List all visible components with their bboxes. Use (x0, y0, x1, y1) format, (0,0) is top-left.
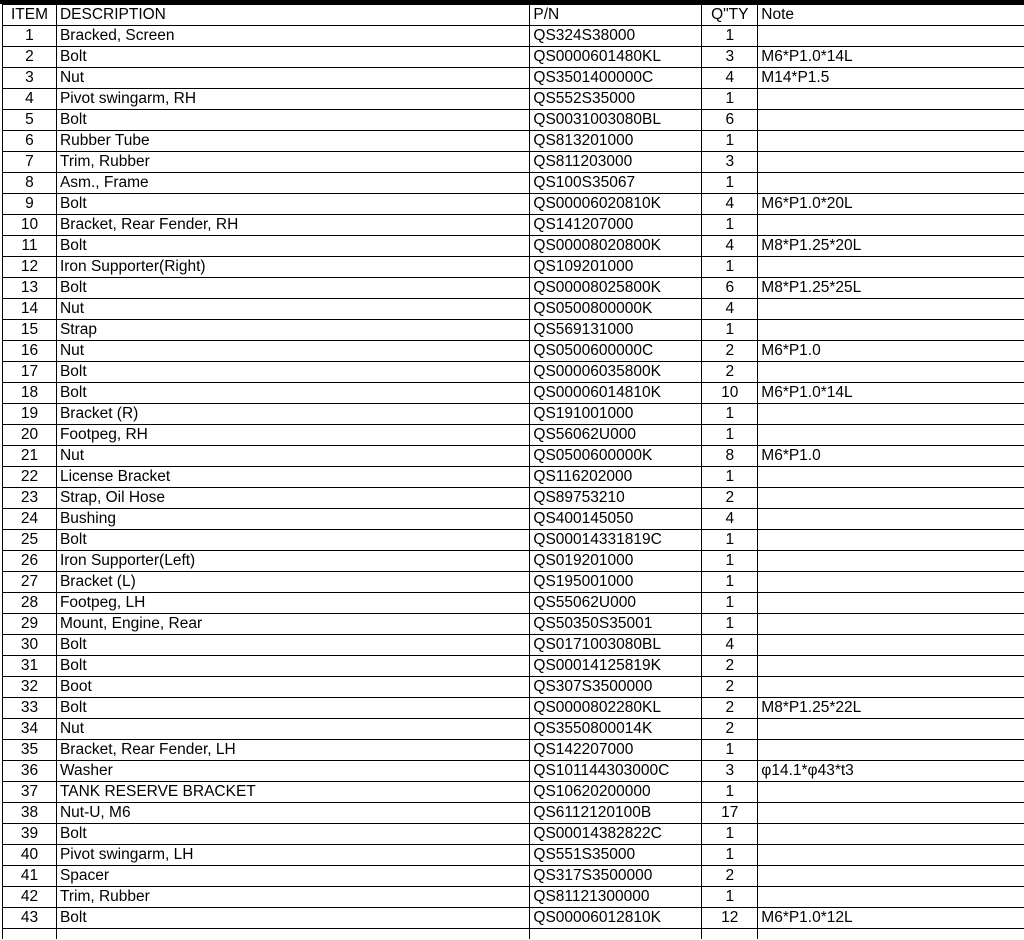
part-number-cell: QS00006012810K (530, 908, 702, 929)
quantity-cell: 1 (702, 404, 758, 425)
quantity-cell: 1 (702, 551, 758, 572)
item-cell: 34 (3, 719, 57, 740)
note-cell: M6*P1.0*20L (758, 194, 1024, 215)
note-cell: M8*P1.25*22L (758, 698, 1024, 719)
item-cell: 31 (3, 656, 57, 677)
item-cell: 8 (3, 173, 57, 194)
description-cell: Bolt (56, 530, 529, 551)
note-cell: M6*P1.0*12L (758, 908, 1024, 929)
description-cell: Bolt (56, 110, 529, 131)
quantity-cell: 1 (702, 131, 758, 152)
item-cell: 27 (3, 572, 57, 593)
quantity-cell: 2 (702, 719, 758, 740)
part-number-cell: QS50350S35001 (530, 614, 702, 635)
note-cell (758, 530, 1024, 551)
note-cell (758, 572, 1024, 593)
table-row (3, 278, 1024, 299)
item-cell: 23 (3, 488, 57, 509)
description-cell: Bolt (56, 194, 529, 215)
item-cell: 37 (3, 782, 57, 803)
note-cell (758, 404, 1024, 425)
quantity-cell: 2 (702, 341, 758, 362)
note-cell (758, 845, 1024, 866)
part-number-cell: QS00008025800K (530, 278, 702, 299)
item-cell: 32 (3, 677, 57, 698)
description-cell: Asm., Frame (56, 173, 529, 194)
table-row (3, 299, 1024, 320)
item-cell: 20 (3, 425, 57, 446)
item-cell: 5 (3, 110, 57, 131)
item-cell: 3 (3, 68, 57, 89)
table-row (3, 803, 1024, 824)
description-cell: Bolt (56, 383, 529, 404)
description-cell: Strap (56, 320, 529, 341)
item-cell: 7 (3, 152, 57, 173)
item-cell: 29 (3, 614, 57, 635)
quantity-cell: 1 (702, 320, 758, 341)
note-cell (758, 677, 1024, 698)
description-cell: Bracket (L) (56, 572, 529, 593)
note-cell (758, 299, 1024, 320)
table-row (3, 131, 1024, 152)
quantity-cell: 2 (702, 656, 758, 677)
description-cell: Pivot swingarm, LH (56, 845, 529, 866)
description-cell: Footpeg, LH (56, 593, 529, 614)
part-number-cell: QS81121300000 (530, 887, 702, 908)
quantity-cell: 10 (702, 383, 758, 404)
quantity-cell: 4 (702, 194, 758, 215)
description-cell: Nut-U, M6 (56, 803, 529, 824)
item-cell: 36 (3, 761, 57, 782)
table-row (3, 908, 1024, 929)
quantity-cell: 1 (702, 740, 758, 761)
quantity-cell: 17 (702, 803, 758, 824)
note-cell (758, 782, 1024, 803)
quantity-cell: 3 (702, 152, 758, 173)
description-cell: Bolt (56, 824, 529, 845)
quantity-cell: 1 (702, 215, 758, 236)
part-number-cell: QS400145050 (530, 509, 702, 530)
table-row (3, 551, 1024, 572)
description-cell: Trim, Rubber (56, 152, 529, 173)
quantity-cell: 1 (702, 425, 758, 446)
quantity-cell: 1 (702, 782, 758, 803)
part-number-cell: QS813201000 (530, 131, 702, 152)
description-cell: Rubber Tube (56, 131, 529, 152)
part-number-cell: QS00006035800K (530, 362, 702, 383)
quantity-cell: 8 (702, 446, 758, 467)
quantity-cell: 4 (702, 68, 758, 89)
table-row (3, 89, 1024, 110)
table-body (3, 26, 1024, 940)
quantity-cell: 3 (702, 47, 758, 68)
quantity-cell: 1 (702, 614, 758, 635)
header-part-number: P/N (530, 5, 702, 26)
part-number-cell: QS569131000 (530, 320, 702, 341)
description-cell: Spacer (56, 866, 529, 887)
item-cell: 28 (3, 593, 57, 614)
table-row (3, 530, 1024, 551)
part-number-cell: QS6112120100B (530, 803, 702, 824)
item-cell: 26 (3, 551, 57, 572)
description-cell: Bolt (56, 656, 529, 677)
empty-cell (702, 929, 758, 940)
note-cell (758, 425, 1024, 446)
note-cell: M14*P1.5 (758, 68, 1024, 89)
table-row (3, 194, 1024, 215)
part-number-cell: QS191001000 (530, 404, 702, 425)
item-cell: 6 (3, 131, 57, 152)
note-cell (758, 320, 1024, 341)
quantity-cell: 1 (702, 26, 758, 47)
description-cell: Bracket, Rear Fender, LH (56, 740, 529, 761)
description-cell: Trim, Rubber (56, 887, 529, 908)
quantity-cell: 2 (702, 677, 758, 698)
note-cell (758, 593, 1024, 614)
description-cell: Bolt (56, 278, 529, 299)
table-row (3, 488, 1024, 509)
item-cell: 35 (3, 740, 57, 761)
note-cell: M6*P1.0 (758, 446, 1024, 467)
part-number-cell: QS00014125819K (530, 656, 702, 677)
item-cell: 10 (3, 215, 57, 236)
item-cell: 18 (3, 383, 57, 404)
note-cell (758, 719, 1024, 740)
empty-cell (3, 929, 57, 940)
part-number-cell: QS195001000 (530, 572, 702, 593)
item-cell: 9 (3, 194, 57, 215)
table-row (3, 656, 1024, 677)
item-cell: 22 (3, 467, 57, 488)
part-number-cell: QS811203000 (530, 152, 702, 173)
note-cell (758, 362, 1024, 383)
description-cell: Bolt (56, 698, 529, 719)
quantity-cell: 2 (702, 362, 758, 383)
table-row (3, 68, 1024, 89)
note-cell (758, 887, 1024, 908)
description-cell: Bolt (56, 908, 529, 929)
table-row (3, 593, 1024, 614)
note-cell (758, 635, 1024, 656)
table-row (3, 362, 1024, 383)
note-cell (758, 740, 1024, 761)
table-row (3, 509, 1024, 530)
note-cell (758, 824, 1024, 845)
description-cell: Bolt (56, 635, 529, 656)
part-number-cell: QS10620200000 (530, 782, 702, 803)
quantity-cell: 1 (702, 173, 758, 194)
note-cell (758, 656, 1024, 677)
note-cell (758, 467, 1024, 488)
table-row (3, 152, 1024, 173)
part-number-cell: QS0000802280KL (530, 698, 702, 719)
quantity-cell: 1 (702, 467, 758, 488)
quantity-cell: 4 (702, 509, 758, 530)
table-row (3, 677, 1024, 698)
parts-table (2, 4, 1024, 939)
quantity-cell: 3 (702, 761, 758, 782)
part-number-cell: QS141207000 (530, 215, 702, 236)
description-cell: Nut (56, 68, 529, 89)
table-row (3, 425, 1024, 446)
part-number-cell: QS55062U000 (530, 593, 702, 614)
quantity-cell: 2 (702, 698, 758, 719)
table-row (3, 782, 1024, 803)
item-cell: 16 (3, 341, 57, 362)
quantity-cell: 1 (702, 257, 758, 278)
description-cell: Bracket, Rear Fender, RH (56, 215, 529, 236)
quantity-cell: 1 (702, 530, 758, 551)
quantity-cell: 1 (702, 89, 758, 110)
item-cell: 11 (3, 236, 57, 257)
part-number-cell: QS00006014810K (530, 383, 702, 404)
item-cell: 25 (3, 530, 57, 551)
item-cell: 43 (3, 908, 57, 929)
part-number-cell: QS324S38000 (530, 26, 702, 47)
quantity-cell: 12 (702, 908, 758, 929)
item-cell: 19 (3, 404, 57, 425)
header-description: DESCRIPTION (56, 5, 529, 26)
part-number-cell: QS3501400000C (530, 68, 702, 89)
item-cell: 13 (3, 278, 57, 299)
part-number-cell: QS109201000 (530, 257, 702, 278)
part-number-cell: QS3550800014K (530, 719, 702, 740)
table-row (3, 845, 1024, 866)
note-cell (758, 614, 1024, 635)
note-cell (758, 803, 1024, 824)
item-cell: 33 (3, 698, 57, 719)
note-cell: M8*P1.25*20L (758, 236, 1024, 257)
table-row (3, 383, 1024, 404)
part-number-cell: QS0031003080BL (530, 110, 702, 131)
table-row (3, 614, 1024, 635)
table-row (3, 47, 1024, 68)
item-cell: 21 (3, 446, 57, 467)
table-row (3, 341, 1024, 362)
item-cell: 12 (3, 257, 57, 278)
table-row (3, 824, 1024, 845)
table-row (3, 236, 1024, 257)
description-cell: Iron Supporter(Left) (56, 551, 529, 572)
part-number-cell: QS0500600000C (530, 341, 702, 362)
note-cell: M6*P1.0*14L (758, 47, 1024, 68)
item-cell: 38 (3, 803, 57, 824)
description-cell: License Bracket (56, 467, 529, 488)
header-item: ITEM (3, 5, 57, 26)
description-cell: Nut (56, 299, 529, 320)
item-cell: 40 (3, 845, 57, 866)
table-row (3, 887, 1024, 908)
item-cell: 41 (3, 866, 57, 887)
part-number-cell: QS100S35067 (530, 173, 702, 194)
empty-cell (758, 929, 1024, 940)
table-row (3, 320, 1024, 341)
item-cell: 42 (3, 887, 57, 908)
note-cell (758, 215, 1024, 236)
quantity-cell: 1 (702, 845, 758, 866)
note-cell (758, 173, 1024, 194)
description-cell: TANK RESERVE BRACKET (56, 782, 529, 803)
header-note: Note (758, 5, 1024, 26)
table-row (3, 26, 1024, 47)
quantity-cell: 1 (702, 887, 758, 908)
table-row (3, 866, 1024, 887)
table-row (3, 215, 1024, 236)
table-row (3, 761, 1024, 782)
table-row (3, 698, 1024, 719)
item-cell: 4 (3, 89, 57, 110)
part-number-cell: QS0500600000K (530, 446, 702, 467)
table-row (3, 446, 1024, 467)
note-cell: M6*P1.0*14L (758, 383, 1024, 404)
part-number-cell: QS307S3500000 (530, 677, 702, 698)
table-row (3, 404, 1024, 425)
part-number-cell: QS116202000 (530, 467, 702, 488)
description-cell: Nut (56, 341, 529, 362)
item-cell: 14 (3, 299, 57, 320)
description-cell: Strap, Oil Hose (56, 488, 529, 509)
quantity-cell: 4 (702, 635, 758, 656)
description-cell: Footpeg, RH (56, 425, 529, 446)
part-number-cell: QS00006020810K (530, 194, 702, 215)
table-row (3, 740, 1024, 761)
description-cell: Bracket (R) (56, 404, 529, 425)
quantity-cell: 2 (702, 866, 758, 887)
item-cell: 2 (3, 47, 57, 68)
part-number-cell: QS142207000 (530, 740, 702, 761)
description-cell: Boot (56, 677, 529, 698)
quantity-cell: 1 (702, 572, 758, 593)
item-cell: 39 (3, 824, 57, 845)
empty-row (3, 929, 1024, 940)
part-number-cell: QS552S35000 (530, 89, 702, 110)
note-cell (758, 551, 1024, 572)
quantity-cell: 6 (702, 110, 758, 131)
description-cell: Bolt (56, 362, 529, 383)
empty-cell (530, 929, 702, 940)
table-row (3, 572, 1024, 593)
part-number-cell: QS00014331819C (530, 530, 702, 551)
part-number-cell: QS56062U000 (530, 425, 702, 446)
description-cell: Bracked, Screen (56, 26, 529, 47)
part-number-cell: QS317S3500000 (530, 866, 702, 887)
note-cell (758, 488, 1024, 509)
note-cell (758, 26, 1024, 47)
note-cell (758, 89, 1024, 110)
description-cell: Nut (56, 446, 529, 467)
table-row (3, 110, 1024, 131)
part-number-cell: QS00008020800K (530, 236, 702, 257)
description-cell: Bolt (56, 47, 529, 68)
quantity-cell: 4 (702, 236, 758, 257)
table-row (3, 257, 1024, 278)
description-cell: Pivot swingarm, RH (56, 89, 529, 110)
note-cell (758, 866, 1024, 887)
note-cell: φ14.1*φ43*t3 (758, 761, 1024, 782)
header-quantity: Q"TY (702, 5, 758, 26)
item-cell: 30 (3, 635, 57, 656)
note-cell (758, 257, 1024, 278)
part-number-cell: QS89753210 (530, 488, 702, 509)
note-cell: M8*P1.25*25L (758, 278, 1024, 299)
note-cell: M6*P1.0 (758, 341, 1024, 362)
part-number-cell: QS101144303000C (530, 761, 702, 782)
description-cell: Iron Supporter(Right) (56, 257, 529, 278)
empty-cell (56, 929, 529, 940)
header-row (3, 5, 1024, 26)
table-row (3, 719, 1024, 740)
note-cell (758, 509, 1024, 530)
item-cell: 15 (3, 320, 57, 341)
table-row (3, 173, 1024, 194)
table-row (3, 467, 1024, 488)
quantity-cell: 4 (702, 299, 758, 320)
quantity-cell: 1 (702, 824, 758, 845)
quantity-cell: 1 (702, 593, 758, 614)
part-number-cell: QS0500800000K (530, 299, 702, 320)
item-cell: 24 (3, 509, 57, 530)
table-row (3, 635, 1024, 656)
description-cell: Nut (56, 719, 529, 740)
quantity-cell: 6 (702, 278, 758, 299)
description-cell: Washer (56, 761, 529, 782)
description-cell: Bushing (56, 509, 529, 530)
note-cell (758, 131, 1024, 152)
note-cell (758, 152, 1024, 173)
part-number-cell: QS019201000 (530, 551, 702, 572)
part-number-cell: QS551S35000 (530, 845, 702, 866)
description-cell: Bolt (56, 236, 529, 257)
description-cell: Mount, Engine, Rear (56, 614, 529, 635)
item-cell: 1 (3, 26, 57, 47)
note-cell (758, 110, 1024, 131)
part-number-cell: QS0000601480KL (530, 47, 702, 68)
quantity-cell: 2 (702, 488, 758, 509)
part-number-cell: QS0171003080BL (530, 635, 702, 656)
part-number-cell: QS00014382822C (530, 824, 702, 845)
item-cell: 17 (3, 362, 57, 383)
